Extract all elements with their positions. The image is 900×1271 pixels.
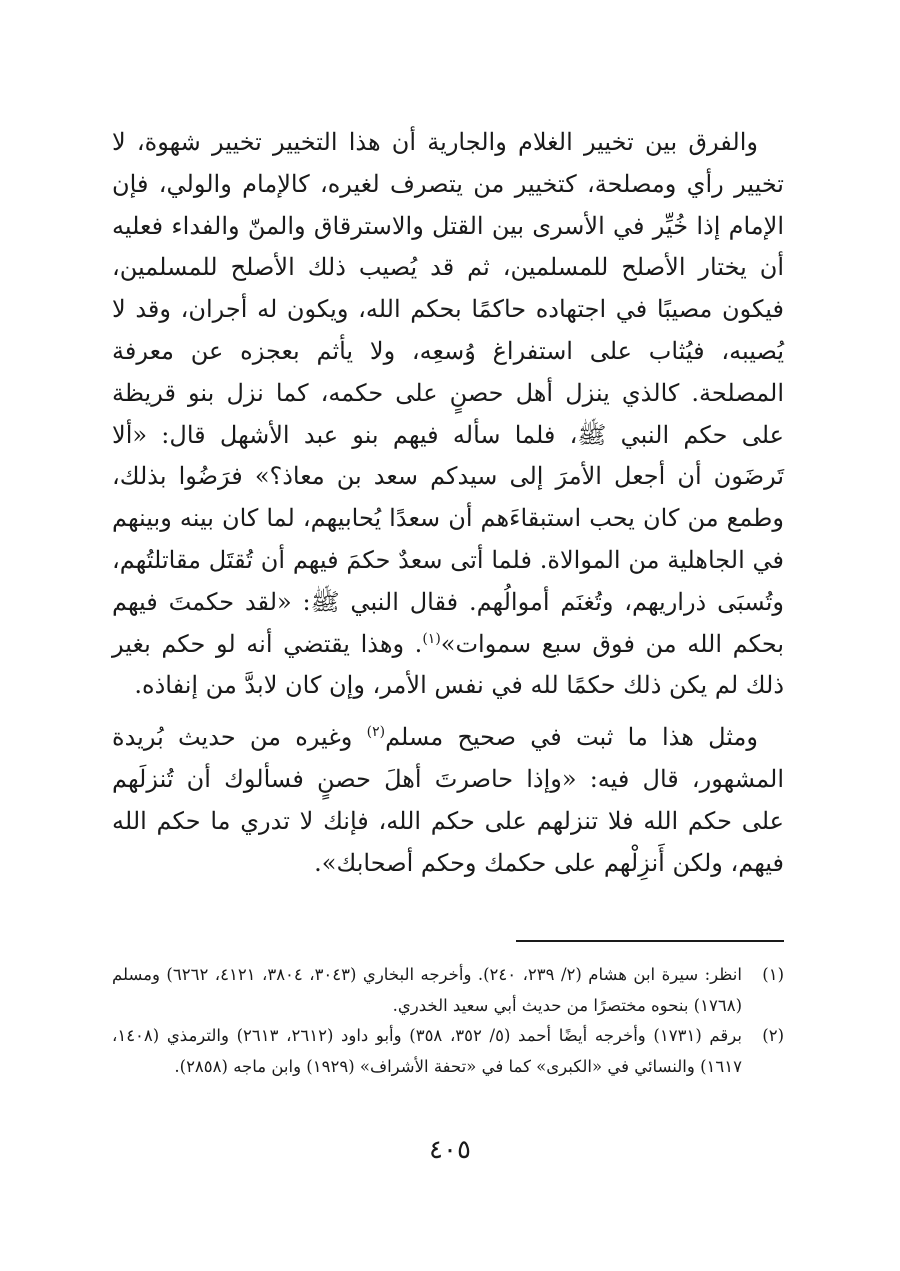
paragraph-2-text-continued: وغيره من حديث بُريدة المشهور، قال فيه: «وإذا حاصرتَ أهلَ حصنٍ فسألوك أن تُنزلَهم على حكم الله فلا تنزلهم على حكم الله، فإنك لا تدري ما حكم الله فيهم، ولكن أَنزِلْهم على حكمك وحكم أصحابك». xyxy=(112,723,784,877)
paragraph-1-text: والفرق بين تخيير الغلام والجارية أن هذا التخيير تخيير شهوة، لا تخيير رأي ومصلحة، كتخيير من يتصرف لغيره، كالإمام والولي، فإن الإمام إذا خُيِّر في الأسرى بين القتل والاسترقاق والمنّ والفداء فعليه أن يختار الأصلح للمسلمين، ثم قد يُصيب ذلك الأصلح للمسلمين، فيكون مصيبًا في اجتهاده حاكمًا بحكم الله، ويكون له أجران، وقد لا يُصيبه، فيُثاب على استفراغ وُسعِه، ولا يأثم بعجزه عن معرفة المصلحة. كالذي ينزل أهل حصنٍ على حكمه، كما نزل بنو قريظة على حكم النبي ﷺ، فلما سأله فيهم بنو عبد الأشهل قال: «ألا تَرضَون أن أجعل الأمرَ إلى سيدكم سعد بن معاذ؟» فرَضُوا بذلك، وطمع من كان يحب استبقاءَهم أن سعدًا يُحابيهم، لما كان بينه وبينهم في الجاهلية من الموالاة. فلما أتى سعدٌ حكمَ فيهم أن تُقتَل مقاتلتُهم، وتُسبَى ذراريهم، وتُغنَم أموالُهم. فقال النبي ﷺ: «لقد حكمتَ فيهم بحكم الله من فوق سبع سموات» xyxy=(112,128,785,658)
footnote-text: انظر: سيرة ابن هشام (٢/ ٢٣٩، ٢٤٠). وأخرجه البخاري (٣٠٤٣، ٣٨٠٤، ٤١٢١، ٦٢٦٢) ومسلم (١٧٦٨) بنحوه مختصرًا من حديث أبي سعيد الخدري. xyxy=(112,965,742,1015)
footnote-2 xyxy=(112,1021,784,1082)
paragraph-2 xyxy=(112,717,784,884)
footnotes xyxy=(112,960,784,1082)
footnote-1 xyxy=(112,960,784,1021)
footnote-ref-1[interactable]: (١) xyxy=(422,630,441,647)
paragraph-1-text-continued: . وهذا يقتضي أنه لو حكم بغير ذلك لم يكن ذلك حكمًا لله في نفس الأمر، وإن كان لابدَّ من إنفاذه. xyxy=(112,629,784,700)
paragraph-1 xyxy=(112,122,784,707)
main-text xyxy=(112,122,784,884)
page-number: ٤٠٥ xyxy=(429,1135,471,1165)
footnote-separator xyxy=(516,940,784,942)
footnote-ref-2[interactable]: (٢) xyxy=(366,724,386,741)
footnote-number: (١) xyxy=(762,965,784,984)
paragraph-2-text: ومثل هذا ما ثبت في صحيح مسلم xyxy=(385,723,758,752)
footnote-number: (٢) xyxy=(762,1026,784,1045)
footnote-text: برقم (١٧٣١) وأخرجه أيضًا أحمد (٥/ ٣٥٢، ٣٥٨) وأبو داود (٢٦١٢، ٢٦١٣) والترمذي (١٤٠٨، ١٦١٧) والنسائي في «الكبرى» كما في «تحفة الأشراف» (١٩٢٩) وابن ماجه (٢٨٥٨). xyxy=(112,1026,742,1076)
